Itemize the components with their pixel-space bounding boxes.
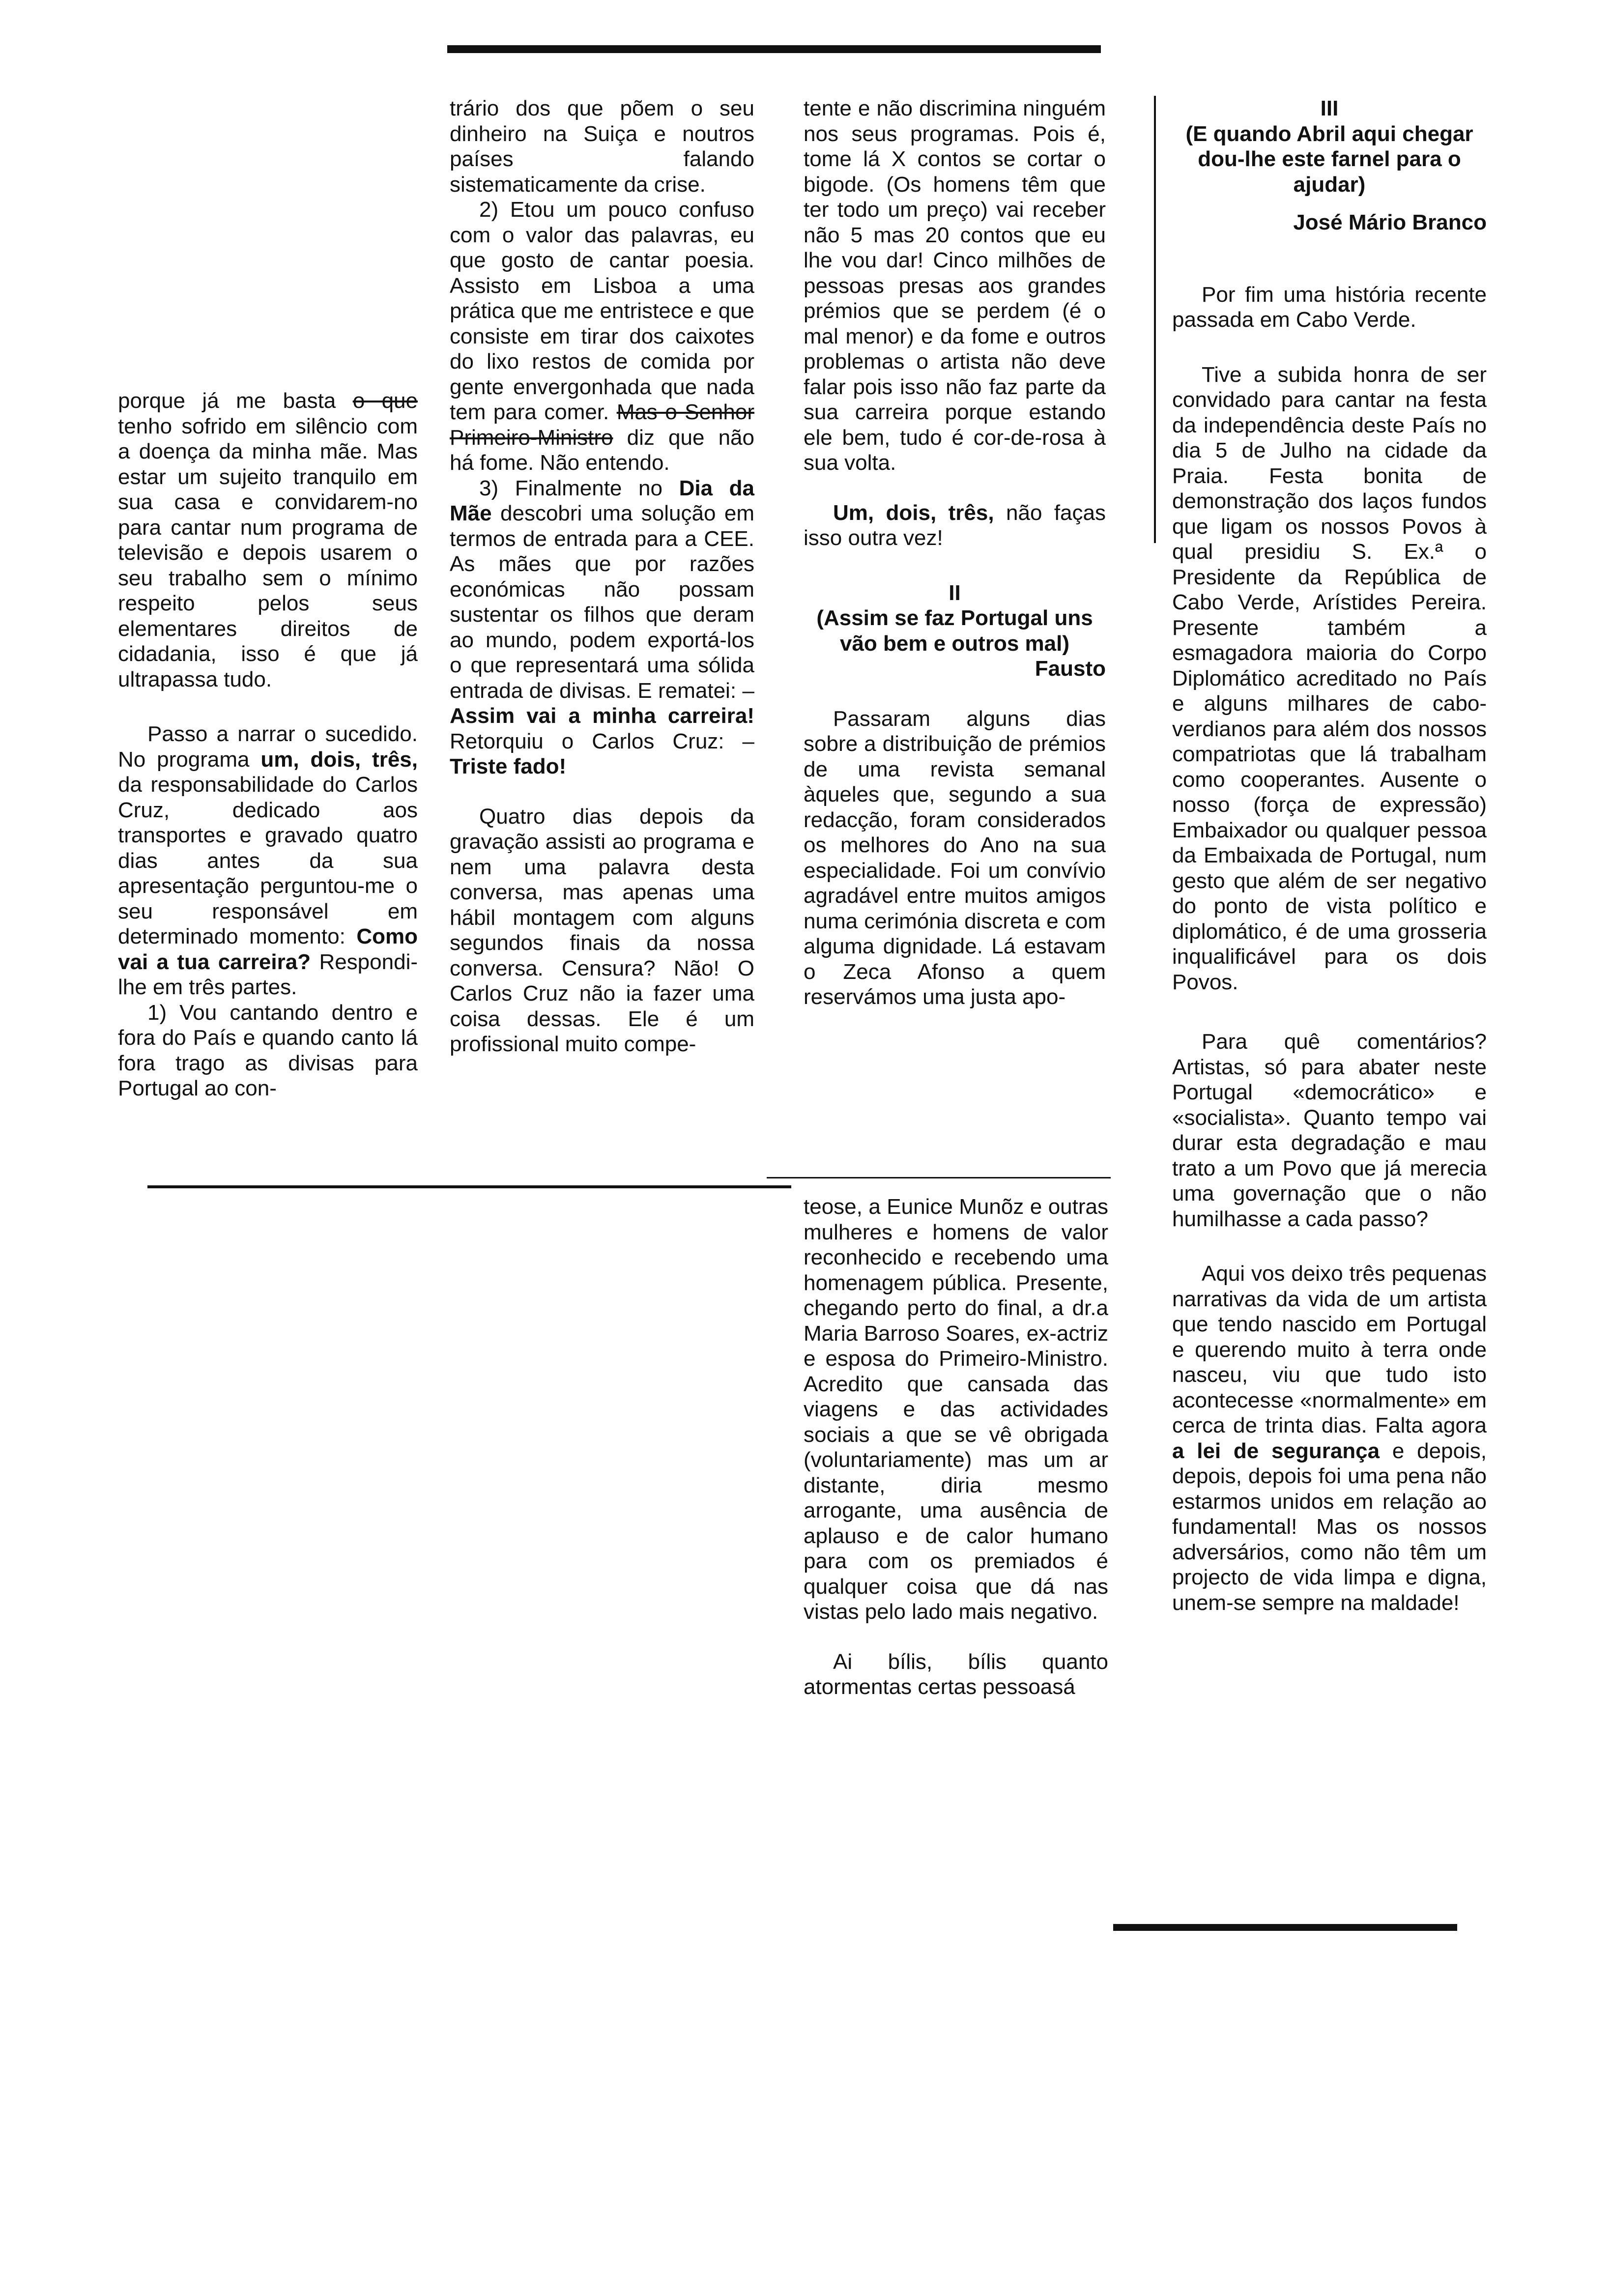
- paragraph: [118, 1000, 418, 1101]
- text-run: Retorquiu o Carlos Cruz: –: [450, 729, 754, 753]
- text-run: diz que não há fome. Não entendo.: [450, 425, 754, 475]
- column-1: [118, 388, 418, 1101]
- section-title: (Assim se faz Portugal uns vão bem e outros mal): [816, 606, 1093, 656]
- column-2: [450, 96, 754, 1057]
- bold-text: Um, dois, três,: [833, 500, 994, 525]
- text-run: 2) Etou um pouco confuso com o valor das palavras, eu que gosto de cantar poesia. Assisto em Lisboa a uma prática que me entristece e que consiste em tirar dos caixotes do lixo restos de comida por gente envergonhada que nada tem para comer.: [450, 198, 754, 424]
- text-run: porque já me basta: [118, 389, 353, 413]
- text-run: não faças isso outra vez!: [804, 500, 1106, 550]
- bold-text: Como vai a tua carreira?: [118, 924, 418, 974]
- text-run: da responsabilidade do Carlos Cruz, dedicado aos transportes e gravado quatro dias antes da sua apresentação perguntou-me o seu responsável em determinado momento:: [118, 773, 418, 948]
- text-run: 1) Vou cantando dentro e fora do País e quando canto lá fora trago as divisas para Portugal ao con-: [118, 1000, 418, 1100]
- bold-text: Assim vai a minha carreira!: [450, 704, 754, 728]
- column-3: [804, 96, 1106, 1010]
- section-number: II: [949, 580, 961, 605]
- bold-text: a lei de segurança: [1172, 1438, 1380, 1463]
- paragraph: [804, 96, 1106, 476]
- struck-text: o que: [352, 389, 418, 413]
- bottom-rule: [1113, 1924, 1457, 1931]
- column-rule: [147, 1185, 791, 1188]
- paragraph: [804, 1649, 1108, 1700]
- paragraph: [450, 197, 754, 476]
- paragraph: [450, 96, 754, 197]
- text-run: Ai bílis, bílis quanto atormentas certas pessoasá: [804, 1649, 1108, 1699]
- paragraph: [450, 476, 754, 779]
- paragraph: [118, 721, 418, 1000]
- text-run: Passaram alguns dias sobre a distribuição de prémios de uma revista semanal àqueles que, segundo a sua redacção, foram considerados os melhores do Ano na sua especialidade. Foi um convívio agradável entre muitos amigos numa cerimónia discreta e com alguma dignidade. Lá estavam o Zeca Afonso a quem reservámos uma justa apo-: [804, 706, 1106, 1009]
- section-author: Fausto: [1035, 657, 1106, 681]
- text-run: Quatro dias depois da gravação assisti ao programa e nem uma palavra desta conversa, mas apenas uma hábil montagem com alguns segundos finais da nossa conversa. Censura? Não! O Carlos Cruz não ia fazer uma coisa dessas. Ele é um profissional muito compe-: [450, 804, 754, 1056]
- text-run: teose, a Eunice Munõz e outras mulheres e homens de valor reconhecido e recebendo uma homenagem pública. Presente, chegando perto do final, a dr.a Maria Barroso Soares, ex-actriz e esposa do Primeiro-Ministro. Acredito que cansada das viagens e das actividades sociais a que se vê obrigada (voluntariamente) mas um ar distante, diria mesmo arrogante, uma ausência de aplauso e de calor humano para com os premiados é qualquer coisa que dá nas vistas pelo lado mais negativo.: [804, 1195, 1108, 1624]
- text-run: trário dos que põem o seu dinheiro na Suiça e noutros países falando sistematicamente da crise.: [450, 96, 754, 197]
- text-run: Aqui vos deixo três pequenas narrativas da vida de um artista que tendo nascido em Portugal e querendo muito à terra onde nasceu, viu que tudo isto acontecesse «normalmente» em cerca de trinta dias. Falta agora: [1172, 1262, 1487, 1437]
- text-run: Para quê comentários? Artistas, só para abater neste Portugal «democrático» e «socialista». Quanto tempo vai durar esta degradação e mau trato a um Povo que já merecia uma governação que o não humilhasse a cada passo?: [1172, 1030, 1487, 1231]
- section-heading-ii: [804, 580, 1106, 682]
- text-run: tenho sofrido em silêncio com a doença da minha mãe. Mas estar um sujeito tranquilo em sua casa e convidarem-no para cantar num programa de televisão e depois usarem o seu trabalho sem o mínimo respeito pelos seus elementares direitos de cidadania, isso é que já ultrapassa tudo.: [118, 414, 418, 691]
- column-3-continued: [804, 1194, 1108, 1700]
- column-4: [1172, 96, 1487, 1615]
- text-run: Passo a narrar o sucedido. No programa: [118, 722, 418, 772]
- paragraph: [1172, 1261, 1487, 1615]
- column-rule: [767, 1177, 1111, 1178]
- paragraph: [1172, 362, 1487, 995]
- paragraph: [1172, 282, 1487, 333]
- section-title: (E quando Abril aqui chegar dou-lhe este farnel para o ajudar): [1185, 121, 1473, 197]
- struck-text: Mas o Senhor Primeiro-Ministro: [450, 400, 754, 450]
- bold-text: Dia da Mãe: [450, 476, 754, 525]
- top-rule: [447, 45, 1101, 53]
- text-run: descobri uma solução em termos de entrada para a CEE. As mães que por razões económicas não possam sustentar os filhos que deram ao mundo, podem exportá-los o que representará uma sólida entrada de divisas. E rematei: –: [450, 501, 754, 703]
- text-run: Por fim uma história recente passada em Cabo Verde.: [1172, 282, 1487, 332]
- text-run: e depois, depois, depois foi uma pena não estarmos unidos em relação ao fundamental! Mas os nossos adversários, como não têm um projecto de vida limpa e digna, unem-se sempre na maldade!: [1172, 1438, 1487, 1615]
- section-author: José Mário Branco: [1293, 210, 1487, 234]
- paragraph: [450, 804, 754, 1057]
- text-run: Respondi-lhe em três partes.: [118, 949, 418, 999]
- bold-text: Triste fado!: [450, 754, 567, 778]
- paragraph: [1172, 1029, 1487, 1232]
- bold-text: um, dois, três,: [260, 747, 418, 772]
- section-heading-iii: [1172, 96, 1487, 235]
- paragraph: [118, 388, 418, 692]
- text-run: Tive a subida honra de ser convidado para cantar na festa da independência deste País no dia 5 de Julho na cidade da Praia. Festa bonita de demonstração dos laços fundos que ligam os nossos Povos à qual presidiu S. Ex.ª o Presidente da República de Cabo Verde, Arístides Pereira. Presente também a esmagadora maioria do Corpo Diplomático acreditado no País e alguns milhares de cabo-verdianos para além dos nossos compatriotas que lá trabalham como cooperantes. Ausente o nosso (força de expressão) Embaixador ou qualquer pessoa da Embaixada de Portugal, num gesto que além de ser negativo do ponto de vista político e diplomático, é de uma grosseria inqualificável para os dois Povos.: [1172, 362, 1487, 994]
- paragraph: [804, 500, 1106, 551]
- paragraph: [804, 706, 1106, 1010]
- text-run: tente e não discrimina ninguém nos seus programas. Pois é, tome lá X contos se cortar o bigode. (Os homens têm que ter todo um preço) vai receber não 5 mas 20 contos que eu lhe vou dar! Cinco milhões de pessoas presas aos grandes prémios que se perdem (é o mal menor) e da fome e outros problemas o artista não deve falar pois isso não faz parte da sua carreira porque estando ele bem, tudo é cor-de-rosa à sua volta.: [804, 96, 1106, 475]
- vertical-rule: [1154, 96, 1156, 543]
- section-number: III: [1320, 96, 1339, 120]
- paragraph: [804, 1194, 1108, 1625]
- text-run: 3) Finalmente no: [479, 476, 679, 500]
